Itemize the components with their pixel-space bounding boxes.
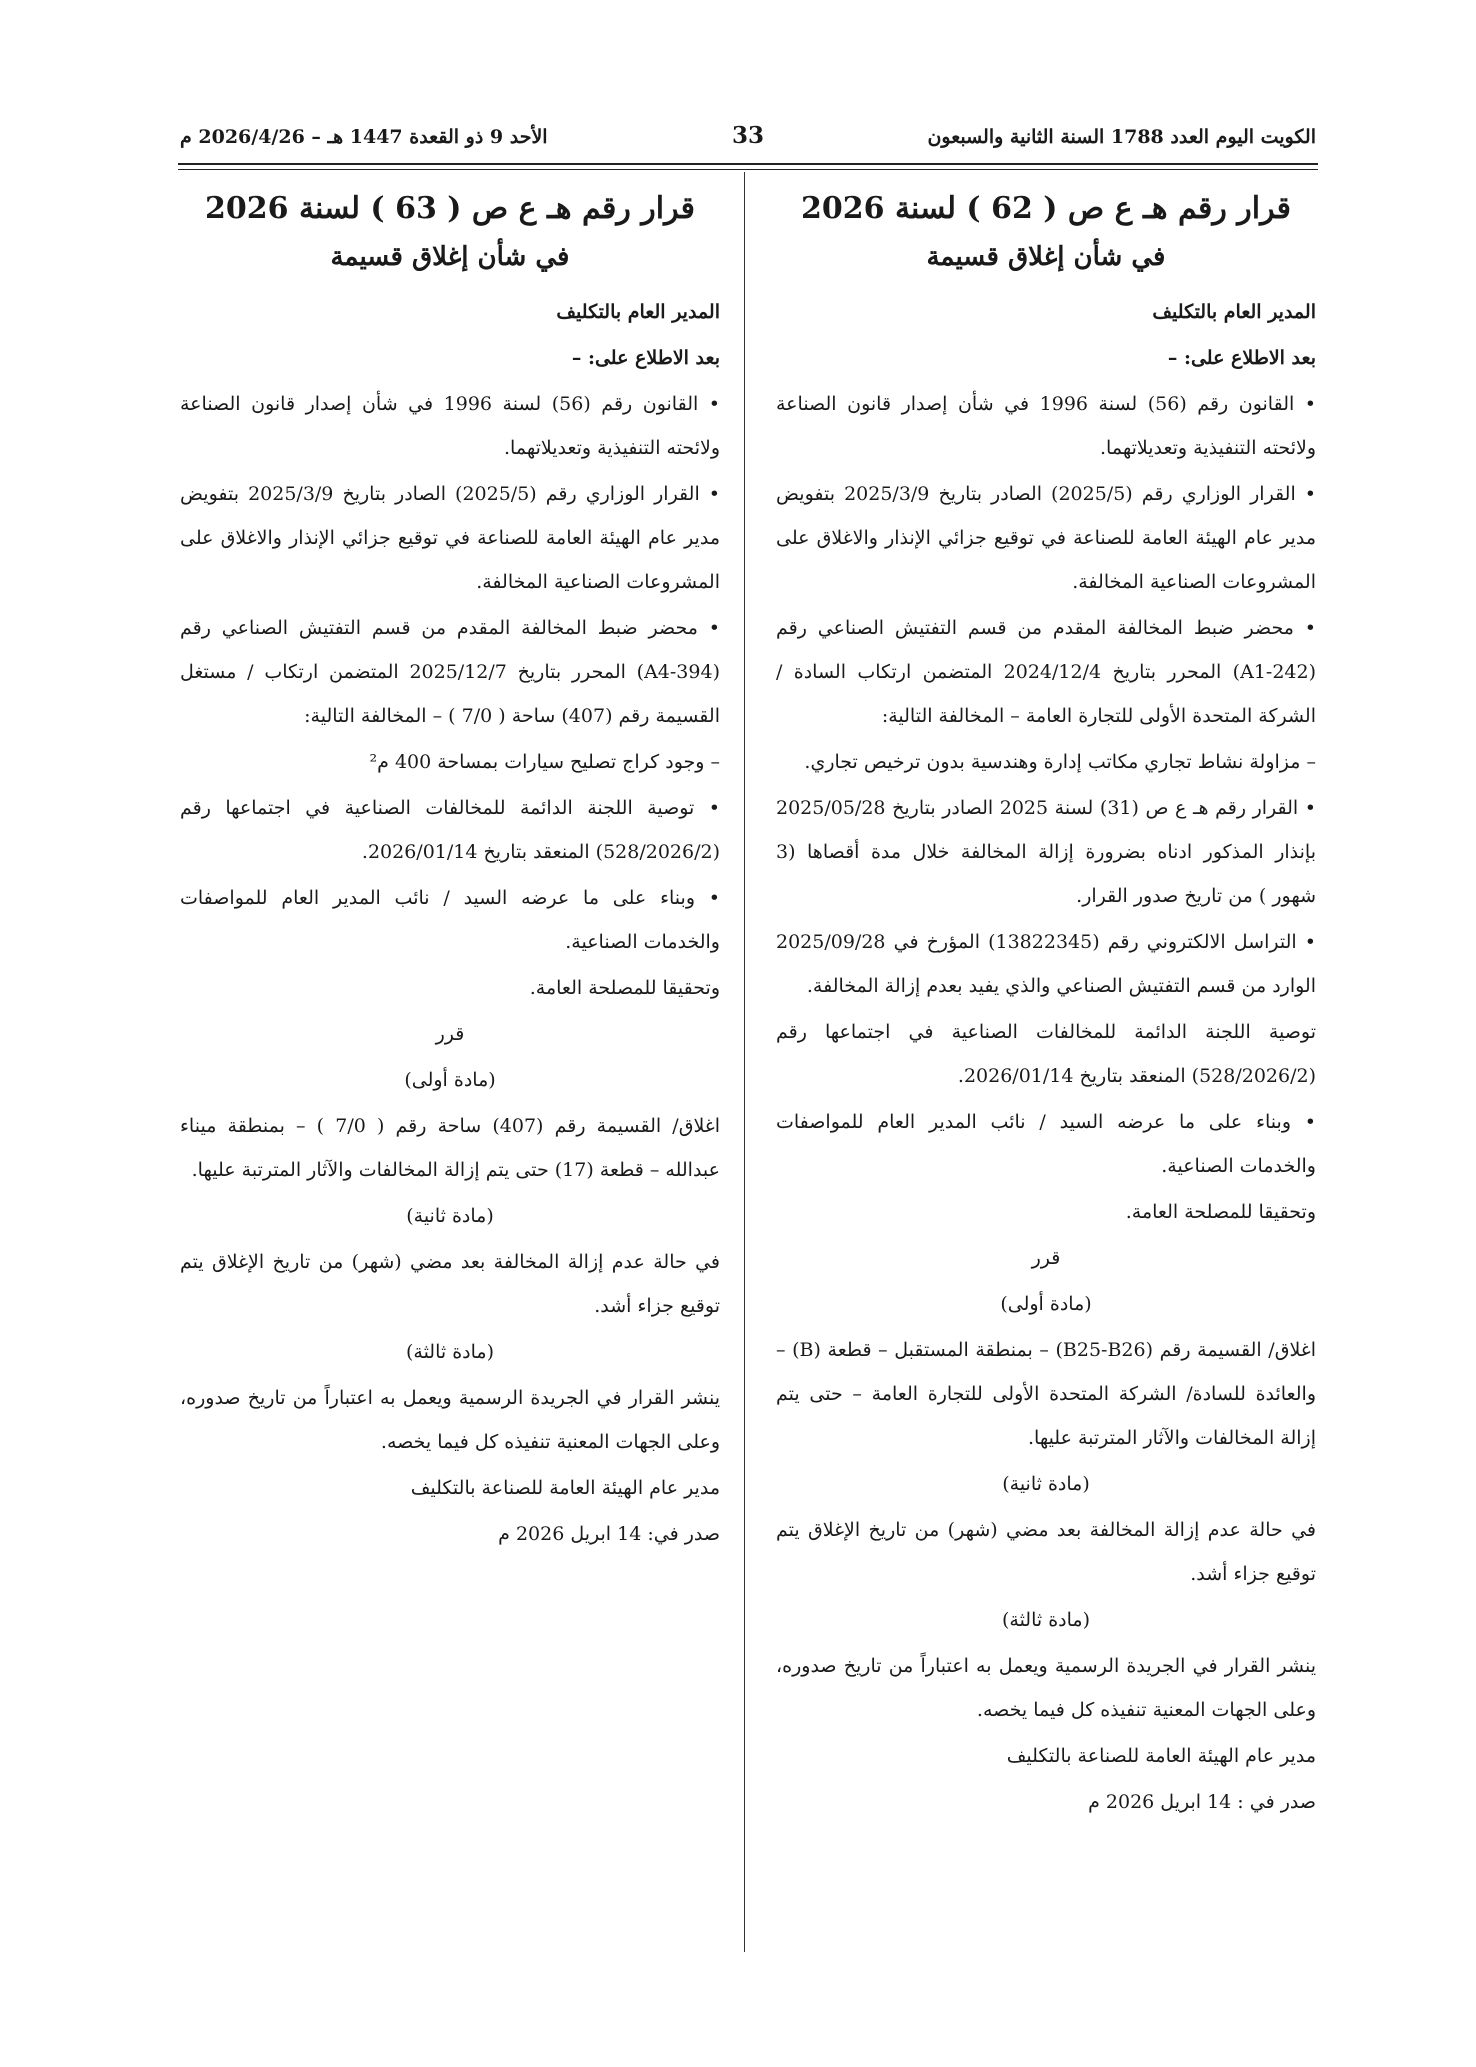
director-line: المدير العام بالتكليف — [1152, 301, 1316, 323]
decision-title: قرار رقم هـ ع ص ( 62 ) لسنة 2026 — [801, 191, 1291, 226]
preamble-item: • توصية اللجنة الدائمة للمخالفات الصناعية في اجتماعها رقم (528/2026/2) المنعقد بتاريخ 2026/01/14. — [180, 786, 720, 874]
preamble-item: • التراسل الالكتروني رقم (13822345) المؤرخ في 2025/09/28 الوارد من قسم التفتيش الصناعي والذي يفيد بعدم إزالة المخالفة. — [776, 920, 1316, 1008]
article-3-title: (مادة ثالثة) — [1001, 1609, 1091, 1631]
article-2-text: في حالة عدم إزالة المخالفة بعد مضي (شهر) من تاريخ الإغلاق يتم توقيع جزاء أشد. — [776, 1519, 1316, 1585]
decision-subtitle: في شأن إغلاق قسيمة — [330, 242, 570, 272]
article-3-text: ينشر القرار في الجريدة الرسمية ويعمل به اعتباراً من تاريخ صدوره، وعلى الجهات المعنية تنفيذه كل فيما يخصه. — [180, 1387, 720, 1453]
preamble-item: • القانون رقم (56) لسنة 1996 في شأن إصدار قانون الصناعة ولائحته التنفيذية وتعديلاتهما. — [180, 382, 720, 470]
header-date: الأحد 9 ذو القعدة 1447 هـ – 2026/4/26 م — [180, 126, 548, 148]
preamble-item: • القرار رقم هـ ع ص (31) لسنة 2025 الصادر بتاريخ 2025/05/28 بإنذار المذكور ادناه بضرورة إزالة المخالفة خلال مدة أقصاها (3 شهور ) من تاريخ صدور القرار. — [776, 786, 1316, 918]
decision-63-column — [180, 180, 720, 1558]
after-review-line: بعد الاطلاع على: – — [1167, 347, 1316, 369]
article-2-title: (مادة ثانية) — [1002, 1473, 1090, 1495]
preamble-item: • وبناء على ما عرضه السيد / نائب المدير العام للمواصفات والخدمات الصناعية. — [180, 876, 720, 964]
header-issue-info: الكويت اليوم العدد 1788 السنة الثانية والسبعون — [927, 126, 1316, 148]
header-rule — [178, 163, 1318, 165]
decision-subtitle: في شأن إغلاق قسيمة — [926, 242, 1166, 272]
preamble-item: • القرار الوزاري رقم (2025/5) الصادر بتاريخ 2025/3/9 بتفويض مدير عام الهيئة العامة للصناعة في توقيع جزائي الإنذار والاغلاق على المشروعات الصناعية المخالفة. — [180, 472, 720, 604]
header-rule-thin — [178, 169, 1318, 170]
after-review-line: بعد الاطلاع على: – — [571, 347, 720, 369]
violation-line: – وجود كراج تصليح سيارات بمساحة 400 م² — [369, 751, 720, 773]
public-interest-line: وتحقيقا للمصلحة العامة. — [1125, 1201, 1316, 1223]
decision-62-column — [776, 180, 1316, 1826]
article-1-text: اغلاق/ القسيمة رقم (B25-B26) – بمنطقة المستقبل – قطعة (B) – والعائدة للسادة/ الشركة المتحدة الأولى للتجارة العامة – حتى يتم إزالة المخالفات والآثار المترتبة عليها. — [776, 1339, 1316, 1449]
committee-recommendation: توصية اللجنة الدائمة للمخالفات الصناعية في اجتماعها رقم (528/2026/2) المنعقد بتاريخ 2026/01/14. — [776, 1021, 1316, 1087]
signature-line: مدير عام الهيئة العامة للصناعة بالتكليف — [410, 1477, 720, 1499]
public-interest-line: وتحقيقا للمصلحة العامة. — [529, 977, 720, 999]
decided-heading: قرر — [1031, 1247, 1061, 1269]
decision-title: قرار رقم هـ ع ص ( 63 ) لسنة 2026 — [205, 191, 695, 226]
preamble-item: • محضر ضبط المخالفة المقدم من قسم التفتيش الصناعي رقم (A4-394) المحرر بتاريخ 2025/12/7 المتضمن ارتكاب / مستغل القسيمة رقم (407) ساحة ( 7/0 ) – المخالفة التالية: — [180, 606, 720, 738]
article-2-text: في حالة عدم إزالة المخالفة بعد مضي (شهر) من تاريخ الإغلاق يتم توقيع جزاء أشد. — [180, 1251, 720, 1317]
director-line: المدير العام بالتكليف — [556, 301, 720, 323]
issued-date: صدر في : 14 ابريل 2026 م — [1088, 1791, 1316, 1813]
article-1-title: (مادة أولى) — [404, 1069, 496, 1091]
page-number: 33 — [731, 122, 765, 149]
issued-date: صدر في: 14 ابريل 2026 م — [498, 1523, 720, 1545]
page-header — [180, 120, 1316, 160]
article-2-title: (مادة ثانية) — [406, 1205, 494, 1227]
article-1-text: اغلاق/ القسيمة رقم (407) ساحة رقم ( 7/0 ) – بمنطقة ميناء عبدالله – قطعة (17) حتى يتم إزالة المخالفات والآثار المترتبة عليها. — [180, 1115, 721, 1181]
based-on-line: • وبناء على ما عرضه السيد / نائب المدير العام للمواصفات والخدمات الصناعية. — [776, 1100, 1316, 1188]
preamble-item: • القرار الوزاري رقم (2025/5) الصادر بتاريخ 2025/3/9 بتفويض مدير عام الهيئة العامة للصناعة في توقيع جزائي الإنذار والاغلاق على المشروعات الصناعية المخالفة. — [776, 472, 1316, 604]
preamble-item: • محضر ضبط المخالفة المقدم من قسم التفتيش الصناعي رقم (A1-242) المحرر بتاريخ 2024/12/4 المتضمن ارتكاب السادة / الشركة المتحدة الأولى للتجارة العامة – المخالفة التالية: — [776, 606, 1316, 738]
preamble-item: • القانون رقم (56) لسنة 1996 في شأن إصدار قانون الصناعة ولائحته التنفيذية وتعديلاتهما. — [776, 382, 1316, 470]
article-3-text: ينشر القرار في الجريدة الرسمية ويعمل به اعتباراً من تاريخ صدوره، وعلى الجهات المعنية تنفيذه كل فيما يخصه. — [776, 1655, 1316, 1721]
article-1-title: (مادة أولى) — [1000, 1293, 1092, 1315]
violation-line: – مزاولة نشاط تجاري مكاتب إدارة وهندسية بدون ترخيص تجاري. — [804, 751, 1316, 773]
article-3-title: (مادة ثالثة) — [405, 1341, 495, 1363]
signature-line: مدير عام الهيئة العامة للصناعة بالتكليف — [1006, 1745, 1316, 1767]
column-divider — [744, 172, 745, 1952]
decided-heading: قرر — [435, 1023, 465, 1045]
